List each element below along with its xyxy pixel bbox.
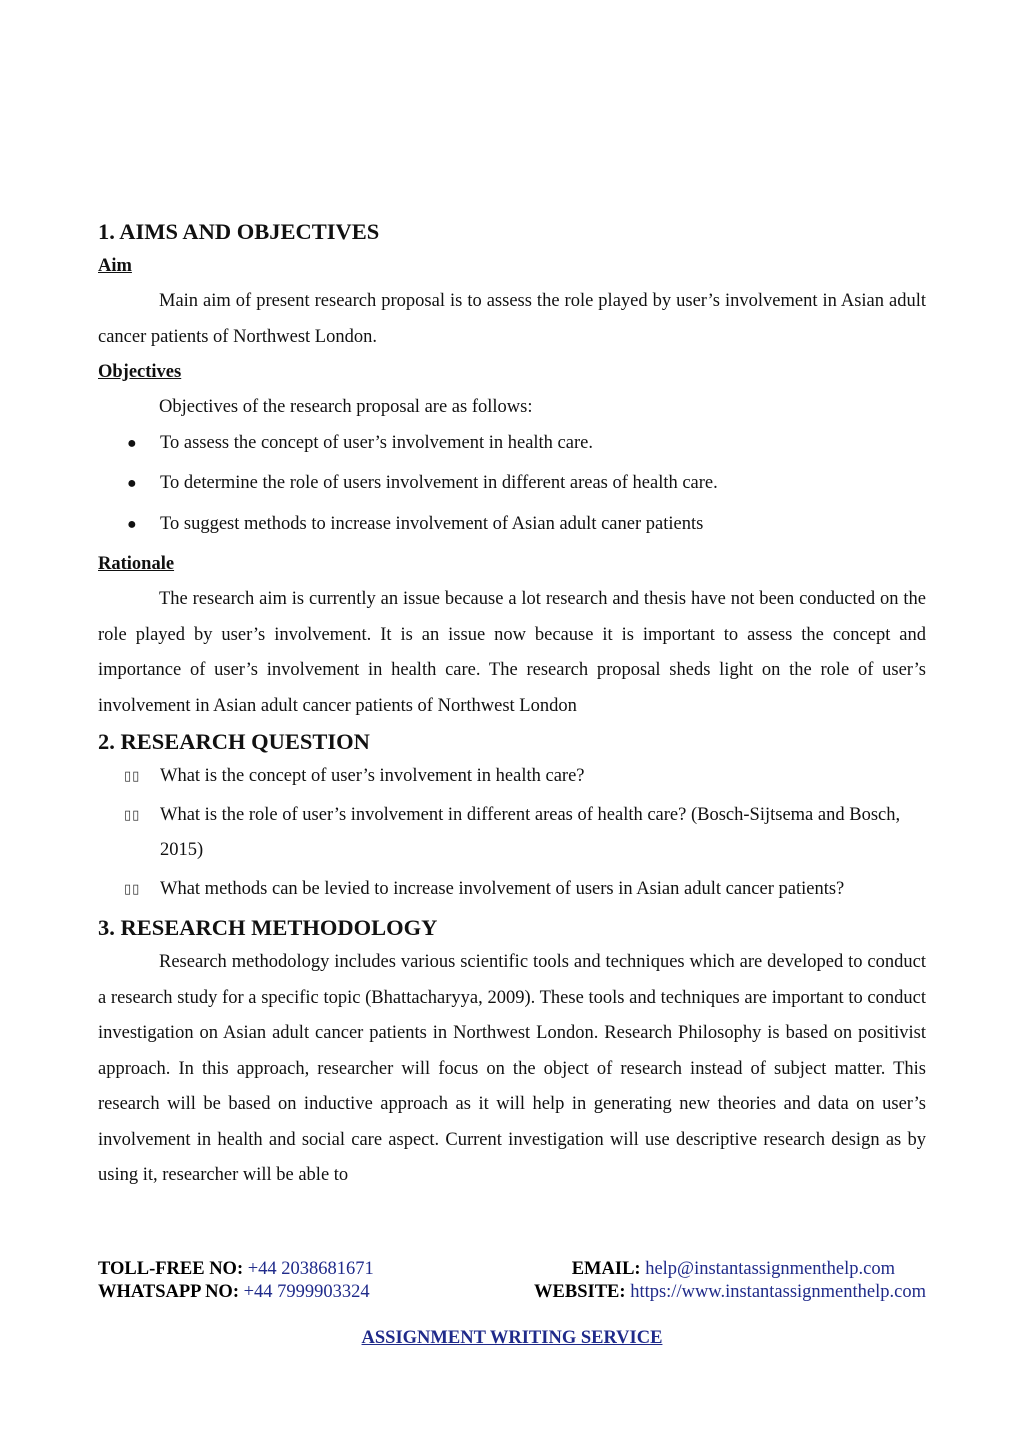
list-item	[98, 798, 926, 869]
objective-text: To assess the concept of user’s involvement in health care.	[160, 432, 593, 453]
email-link[interactable]: help@instantassignmenthelp.com	[645, 1259, 895, 1279]
contact-footer	[98, 1258, 926, 1304]
rationale-label: Rationale	[98, 554, 175, 574]
bullet-icon: ●	[127, 475, 137, 492]
website-label: WEBSITE:	[534, 1282, 626, 1302]
document-body	[98, 214, 926, 1194]
objectives-label: Objectives	[98, 362, 182, 382]
email-contact	[572, 1258, 926, 1281]
heading-aims-objectives: 1. AIMS AND OBJECTIVES	[98, 219, 380, 244]
objective-text: To determine the role of users involvement in different areas of health care.	[160, 473, 718, 493]
whatsapp-label: WHATSAPP NO:	[98, 1282, 239, 1302]
whatsapp-number[interactable]: +44 7999903324	[243, 1282, 370, 1302]
objectives-list	[98, 426, 926, 543]
assignment-writing-service-link[interactable]: ASSIGNMENT WRITING SERVICE	[361, 1328, 663, 1348]
aim-paragraph: Main aim of present research proposal is to assess the role played by user’s involvement in Asian adult cancer patients of Northwest London.	[98, 291, 926, 347]
tollfree-label: TOLL-FREE NO:	[98, 1259, 244, 1279]
list-item	[98, 426, 926, 462]
list-item	[98, 759, 926, 795]
heading-research-methodology: 3. RESEARCH METHODOLOGY	[98, 915, 438, 940]
question-text: What methods can be levied to increase involvement of users in Asian adult cancer patients?	[160, 878, 845, 899]
list-item	[98, 872, 926, 908]
tollfree-contact	[98, 1258, 374, 1281]
aim-label: Aim	[98, 256, 132, 276]
document-page	[98, 0, 926, 1450]
objectives-intro: Objectives of the research proposal are as follows:	[159, 397, 533, 417]
objective-text: To suggest methods to increase involvement of Asian adult caner patients	[160, 513, 704, 534]
whatsapp-contact	[98, 1281, 370, 1304]
website-link[interactable]: https://www.instantassignmenthelp.com	[630, 1282, 926, 1302]
list-item	[98, 466, 926, 502]
rationale-paragraph: The research aim is currently an issue because a lot research and thesis have not been conducted on the role played by user’s involvement. It is an issue now because it is important to assess the concept and importance of user’s involvement in health care. The research proposal sheds light on the role of user’s involvement in Asian adult cancer patients of Northwest London	[98, 589, 926, 716]
list-item	[98, 507, 926, 543]
question-text: What is the role of user’s involvement in different areas of health care? (Bosch-Sijtsema and Bosch, 2015)	[160, 804, 901, 860]
heading-research-question: 2. RESEARCH QUESTION	[98, 729, 370, 754]
website-contact	[534, 1281, 926, 1304]
missing-glyph-icon: ▯▯	[124, 881, 141, 897]
question-text: What is the concept of user’s involvement in health care?	[160, 766, 585, 786]
missing-glyph-icon: ▯▯	[124, 769, 141, 784]
bullet-icon: ●	[127, 434, 137, 452]
email-label: EMAIL:	[571, 1259, 641, 1279]
footer-row-1	[98, 1258, 926, 1281]
missing-glyph-icon: ▯▯	[124, 807, 141, 823]
bullet-icon: ●	[127, 515, 137, 533]
research-questions-list	[98, 759, 926, 907]
tollfree-number[interactable]: +44 2038681671	[247, 1259, 374, 1279]
methodology-paragraph: Research methodology includes various scientific tools and techniques which are developed to conduct a research study for a specific topic (Bhattacharyya, 2009). These tools and techniques are important to conduct investigation on Asian adult cancer patients in Northwest London. Research Philosophy is based on positivist approach. In this approach, researcher will focus on the object of research instead of subject matter. This research will be based on inductive approach as it will help in generating new theories and data on user’s involvement in health and social care aspect. Current investigation will use descriptive research design as by using it, researcher will be able to	[98, 952, 926, 1185]
footer-row-2	[98, 1281, 926, 1304]
